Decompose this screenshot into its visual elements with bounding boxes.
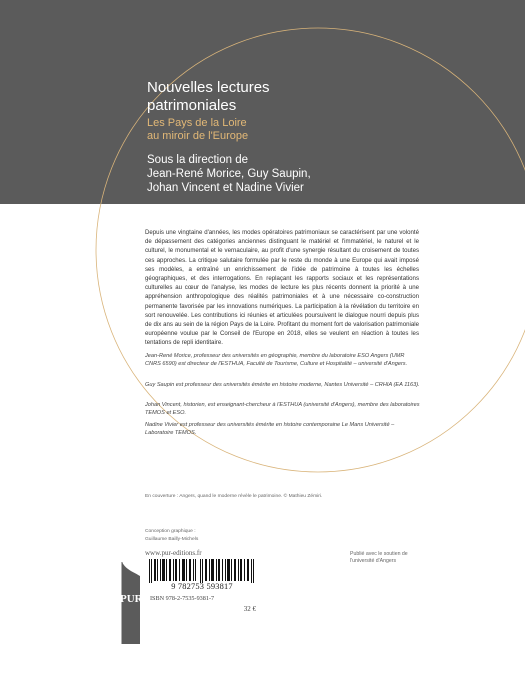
title-line-2: patrimoniales [147,97,237,114]
pur-logo-text: PUR [120,593,143,605]
design-label: Conception graphique : [145,529,196,534]
support-line-1: Publié avec le soutien de [350,551,408,557]
subtitle-line-2: au miroir de l'Europe [147,130,249,142]
isbn: ISBN 978-2-7535-9381-7 [150,595,215,602]
barcode [149,559,255,583]
price: 32 € [243,605,256,613]
bio-vincent: Johan Vincent, historien, est enseignant-chercheur à l'ESTHUA (université d'Angers), membre des laboratoires TEMOS et ESO. [145,402,420,417]
editors-intro: Sous la direction de [147,154,249,166]
back-cover-summary: Depuis une vingtaine d'années, les modes opératoires patrimoniaux se caractérisent par une volonté de dépassement des catégories anciennes distinguant le matériel et l'immatériel, le naturel et le culturel, le monumental et le vernaculaire, au profit d'une synergie résultant du croisement de toutes ces approches. La critique salutaire formulée par le reste du monde à une Europe qui avait imposé ses modèles, a entraîné un enrichissement de l'idée de patrimoine à toutes les échelles géographiques, et des interrogations. En replaçant les rapports sociaux et les représentations culturelles au cœur de l'analyse, les modes de lecture les plus récents donnent la priorité à une appréhension anthropologique des réalités patrimoniales et à une nécessaire co-construction permanente favorisée par les innovations numériques. La participation à la révélation du territoire en sort renouvelée. Les contributions ici réunies et articulées poursuivent le dialogue nourri depuis plus de dix ans au sein de la région Pays de la Loire. Profitant du moment fort de valorisation patrimoniale européenne voulue par le Conseil de l'Europe en 2018, elles se veulent en réaction à toutes les tentations de repli identitaire. [145,229,419,347]
support-credit [350,551,440,565]
publisher-website[interactable]: www.pur-editions.fr [145,549,202,557]
bio-saupin: Guy Saupin est professeur des universités émérite en histoire moderne, Nantes Université – CRHIA (EA 1163). [145,382,420,388]
support-line-2: l'université d'Angers [350,558,397,565]
subtitle-line-1: Les Pays de la Loire [147,117,247,129]
design-credit [145,528,255,544]
bio-vivier: Nadine Vivier est professeur des universités émérite en histoire contemporaine Le Mans Université – Laboratoire TEMOS. [145,422,395,437]
book-subtitle [147,117,447,143]
editors-line-2: Johan Vincent et Nadine Vivier [147,182,304,194]
design-name: Guillaume Bailly-Michels [145,537,199,542]
barcode-number: 9 782753 593817 [171,582,233,591]
book-title [147,79,447,115]
editors-names [147,167,467,195]
bio-morice: Jean-René Morice, professeur des universités en géographie, membre du laboratoire ESO Angers (UMR CNRS 6590) est directeur de l'ESTHUA, Faculté de Tourisme, Culture et Hospitalité – université d'Angers. [145,353,408,368]
cover-caption: En couverture : Angers, quand le moderne révèle le patrimoine. © Mathieu Zémiri. [145,494,323,499]
title-line-1: Nouvelles lectures [147,79,270,96]
editors-line-1: Jean-René Morice, Guy Saupin, [147,168,311,180]
